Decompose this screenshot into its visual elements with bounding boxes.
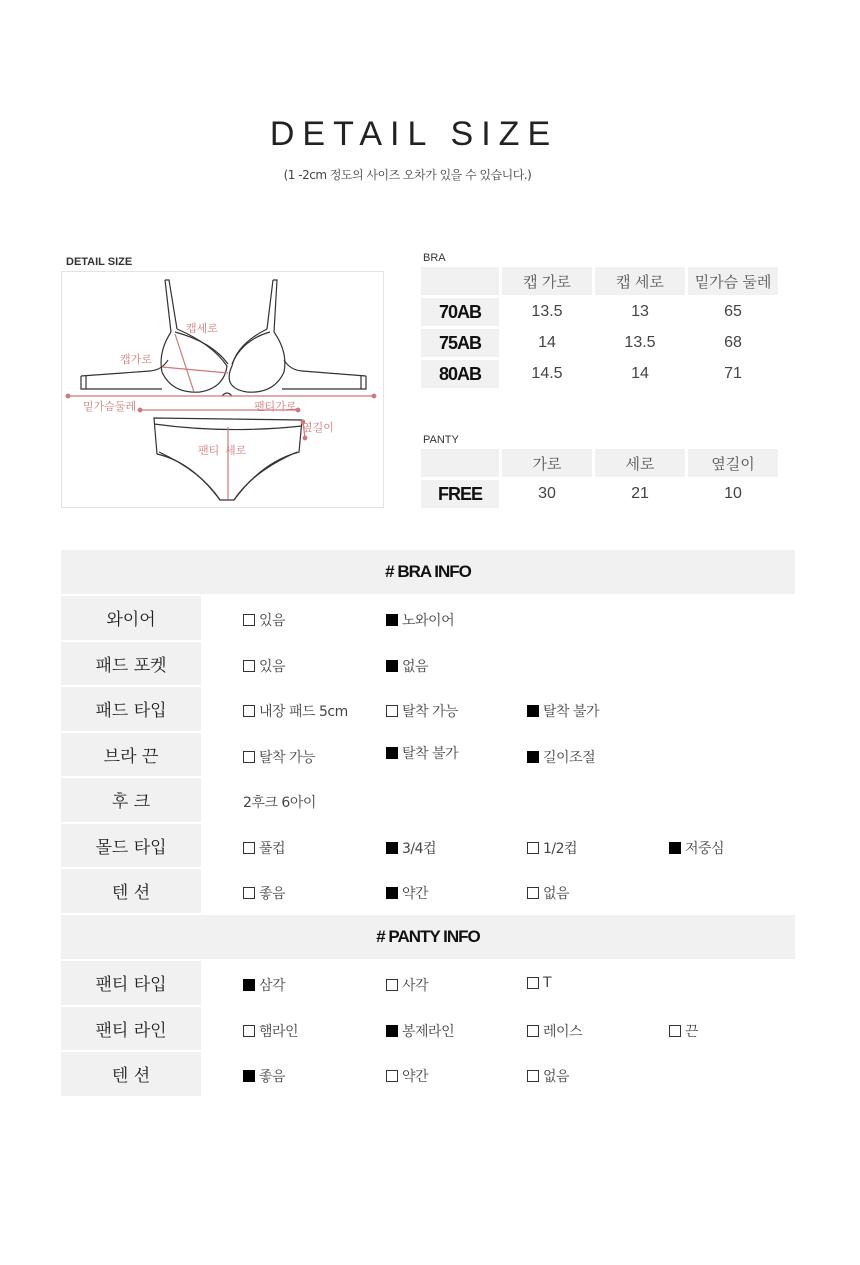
table-cell: 14 [631, 365, 649, 382]
table-cell: 14 [538, 334, 556, 351]
option-item [243, 883, 285, 903]
size-label: 75AB [421, 329, 499, 357]
column-header: 캡 세로 [595, 267, 685, 295]
option-label: 끈 [685, 1023, 699, 1040]
option-label: 탈착 불가 [402, 745, 459, 762]
column-header: 가로 [502, 449, 592, 477]
checkbox-filled-icon [527, 705, 539, 717]
table-corner [421, 449, 499, 477]
option-item [669, 838, 724, 858]
info-row-pad-pocket [61, 642, 795, 688]
checkbox-empty-icon [527, 1070, 539, 1082]
checkbox-filled-icon [386, 747, 398, 759]
row-label: 팬티 타입 [61, 961, 201, 1007]
option-label: 약간 [402, 886, 429, 902]
option-label: 탈착 가능 [402, 704, 459, 720]
table-row [421, 480, 778, 508]
option-label: 사각 [402, 978, 429, 994]
option-item [243, 747, 315, 767]
label-side-length: 옆길이 [302, 421, 334, 434]
size-diagram [61, 271, 384, 508]
option-item [243, 701, 348, 721]
checkbox-empty-icon [527, 887, 539, 899]
checkbox-empty-icon [386, 979, 398, 991]
info-row-mold-type [61, 824, 795, 870]
label-panty-height-a: 팬티 [198, 444, 220, 457]
option-label: 좋음 [259, 1069, 286, 1085]
row-label: 패드 타입 [61, 687, 201, 733]
table-cell: 13 [631, 303, 649, 320]
info-row-panty-type [61, 961, 795, 1007]
size-tolerance-note: (1 -2cm 정도의 사이즈 오차가 있을 수 있습니다.) [283, 168, 532, 182]
diagram-label: DETAIL SIZE [66, 256, 133, 268]
bra-info-heading: # BRA INFO [61, 550, 795, 594]
option-item [386, 975, 428, 995]
checkbox-empty-icon [243, 887, 255, 899]
column-header: 캡 가로 [502, 267, 592, 295]
row-label: 와이어 [61, 596, 201, 642]
checkbox-empty-icon [669, 1025, 681, 1037]
checkbox-filled-icon [386, 1025, 398, 1037]
table-header-row [421, 267, 778, 295]
option-label: 풀컵 [259, 840, 286, 857]
size-label: FREE [421, 480, 499, 508]
hook-value: 2후크 6아이 [243, 795, 316, 811]
option-item [386, 883, 428, 903]
checkbox-empty-icon [243, 1025, 255, 1037]
option-label: 있음 [259, 658, 286, 675]
table-cell: 14.5 [531, 365, 563, 382]
table-corner [421, 267, 499, 295]
table-row [421, 298, 778, 326]
column-header: 밑가슴 둘레 [688, 267, 778, 295]
option-item [527, 1066, 569, 1086]
option-item [386, 656, 428, 676]
table-cell: 13.5 [624, 334, 656, 351]
row-label: 패드 포켓 [61, 642, 201, 688]
checkbox-filled-icon [527, 751, 539, 763]
table-cell: 68 [724, 334, 742, 351]
checkbox-empty-icon [243, 660, 255, 672]
checkbox-empty-icon [243, 842, 255, 854]
row-label: 팬티 라인 [61, 1007, 201, 1053]
checkbox-filled-icon [243, 1070, 255, 1082]
row-label: 브라 끈 [61, 733, 201, 779]
info-row-strap [61, 733, 795, 779]
column-header: 세로 [595, 449, 685, 477]
label-panty-height-b: 세로 [225, 444, 247, 457]
option-item [386, 838, 436, 858]
option-label: 레이스 [543, 1023, 583, 1040]
label-cup-vertical: 캡세로 [186, 322, 218, 335]
checkbox-empty-icon [243, 614, 255, 626]
table-row [421, 360, 778, 388]
table-row [421, 329, 778, 357]
checkbox-empty-icon [527, 977, 539, 989]
option-label: T [543, 975, 552, 991]
checkbox-empty-icon [243, 751, 255, 763]
option-label: 햄라인 [259, 1023, 299, 1040]
option-item [243, 1021, 298, 1041]
checkbox-empty-icon [386, 1070, 398, 1082]
option-item [386, 1021, 454, 1041]
bra-info-section [61, 550, 795, 915]
option-item [243, 975, 285, 995]
row-label: 텐 션 [61, 1052, 201, 1098]
info-row-panty-line [61, 1007, 795, 1053]
table-cell: 71 [724, 365, 742, 382]
table-cell: 21 [631, 485, 649, 502]
label-underbust: 밑가슴둘레 [83, 400, 137, 413]
panty-info-heading: # PANTY INFO [61, 915, 795, 959]
option-item [243, 610, 285, 630]
row-label: 텐 션 [61, 869, 201, 915]
option-item [386, 743, 458, 763]
checkbox-filled-icon [386, 887, 398, 899]
option-label: 삼각 [259, 978, 286, 994]
option-label: 약간 [402, 1069, 429, 1085]
column-header: 옆길이 [688, 449, 778, 477]
checkbox-filled-icon [386, 842, 398, 854]
checkbox-empty-icon [243, 705, 255, 717]
info-row-pad-type [61, 687, 795, 733]
size-label: 70AB [421, 298, 499, 326]
panty-size-table [418, 446, 781, 511]
checkbox-filled-icon [386, 614, 398, 626]
bra-table-label: BRA [423, 252, 446, 264]
info-row-panty-tension [61, 1052, 795, 1098]
option-label: 없음 [543, 1069, 570, 1085]
option-label: 길이조절 [543, 749, 596, 766]
option-label: 저중심 [685, 840, 725, 857]
info-row-tension [61, 869, 795, 915]
option-label: 좋음 [259, 886, 286, 902]
option-label: 없음 [402, 658, 429, 675]
option-label: 노와이어 [402, 613, 455, 629]
option-label: 내장 패드 5cm [259, 704, 348, 720]
checkbox-filled-icon [386, 660, 398, 672]
option-item [527, 747, 595, 767]
panty-table-label: PANTY [423, 434, 459, 446]
table-cell: 10 [724, 485, 742, 502]
option-label: 탈착 가능 [259, 749, 316, 766]
option-item [386, 610, 454, 630]
label-panty-width: 팬티가로 [254, 400, 297, 413]
option-label: 봉제라인 [402, 1023, 455, 1040]
row-label: 몰드 타입 [61, 824, 201, 870]
table-cell: 65 [724, 303, 742, 320]
option-item [243, 1066, 285, 1086]
option-item [243, 838, 285, 858]
option-item [386, 1066, 428, 1086]
checkbox-empty-icon [527, 842, 539, 854]
bra-panty-illustration [62, 272, 385, 509]
row-label: 후 크 [61, 778, 201, 824]
option-label: 3/4컵 [402, 840, 437, 857]
option-item [669, 1021, 698, 1041]
option-item [243, 656, 285, 676]
option-label: 탈착 불가 [543, 704, 600, 720]
table-cell: 30 [538, 485, 556, 502]
info-row-hook [61, 778, 795, 824]
option-item [527, 975, 551, 991]
bra-size-table [418, 264, 781, 391]
option-label: 있음 [259, 613, 286, 629]
option-item [527, 883, 569, 903]
option-label: 없음 [543, 886, 570, 902]
table-header-row [421, 449, 778, 477]
checkbox-filled-icon [669, 842, 681, 854]
panty-info-section [61, 915, 795, 1098]
label-cup-horizontal: 캡가로 [120, 353, 152, 366]
option-item [527, 838, 577, 858]
page-title: DETAIL SIZE [269, 115, 559, 153]
info-row-wire [61, 596, 795, 642]
option-label: 1/2컵 [543, 840, 578, 857]
table-cell: 13.5 [531, 303, 563, 320]
option-item [527, 701, 599, 721]
checkbox-empty-icon [527, 1025, 539, 1037]
checkbox-filled-icon [243, 979, 255, 991]
size-label: 80AB [421, 360, 499, 388]
option-item [386, 701, 458, 721]
option-item [527, 1021, 582, 1041]
checkbox-empty-icon [386, 705, 398, 717]
